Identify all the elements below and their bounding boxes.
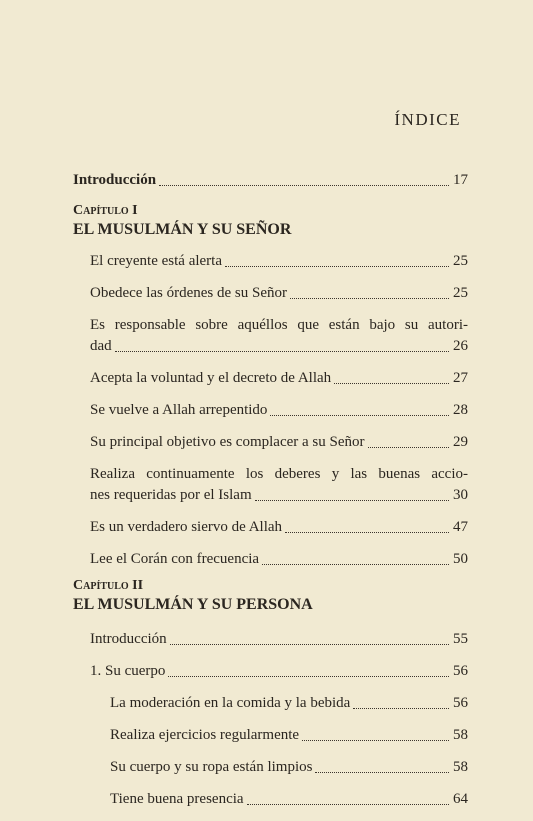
dot-leader bbox=[368, 447, 449, 448]
toc-entry-label: La moderación en la comida y la bebida bbox=[110, 695, 351, 711]
dot-leader bbox=[302, 740, 449, 741]
dot-leader bbox=[225, 266, 449, 267]
toc-page-number: 64 bbox=[453, 791, 468, 807]
dot-leader bbox=[262, 564, 449, 565]
toc-page-number: 27 bbox=[453, 370, 468, 386]
toc-page-number: 25 bbox=[453, 285, 468, 301]
dot-leader bbox=[170, 644, 449, 645]
toc-page-number: 58 bbox=[453, 759, 468, 775]
toc-entry-label-line1: Realiza continuamente los deberes y las buenas accio- bbox=[90, 466, 468, 482]
toc-entry-label: Su principal objetivo es complacer a su Señor bbox=[90, 434, 365, 450]
dot-leader bbox=[270, 415, 449, 416]
dot-leader bbox=[168, 676, 449, 677]
toc-entry-introduction bbox=[73, 170, 468, 191]
toc-entry-label: Introducción bbox=[73, 172, 157, 188]
dot-leader bbox=[290, 298, 449, 299]
toc-entry-label: Se vuelve a Allah arrepentido bbox=[90, 402, 268, 418]
toc-page-number: 56 bbox=[453, 695, 468, 711]
toc-entry-label: Realiza ejercicios regularmente bbox=[110, 727, 300, 743]
toc-entry-label-line1: Es responsable sobre aquéllos que están bajo su autori- bbox=[90, 317, 468, 333]
toc-page-number: 50 bbox=[453, 551, 468, 567]
toc-entry-label: Introducción bbox=[90, 631, 167, 647]
chapter-title: EL MUSULMÁN Y SU PERSONA bbox=[73, 596, 313, 613]
toc-entry bbox=[90, 549, 468, 570]
dot-leader bbox=[159, 185, 449, 186]
toc-entry bbox=[90, 517, 468, 538]
toc-entry bbox=[90, 661, 468, 682]
toc-entry bbox=[90, 283, 468, 304]
toc-entry-label: Tiene buena presencia bbox=[110, 791, 244, 807]
toc-page-number: 58 bbox=[453, 727, 468, 743]
toc-entry-label: 1. Su cuerpo bbox=[90, 663, 166, 679]
dot-leader bbox=[285, 532, 449, 533]
toc-entry bbox=[90, 432, 468, 453]
toc-entry-line2 bbox=[90, 485, 468, 506]
chapter-label: Capítulo I bbox=[73, 203, 138, 218]
toc-entry-label: dad bbox=[90, 338, 112, 354]
toc-page-number: 26 bbox=[453, 338, 468, 354]
toc-page-number: 17 bbox=[453, 172, 468, 188]
page-title: ÍNDICE bbox=[394, 110, 461, 129]
dot-leader bbox=[334, 383, 449, 384]
toc-entry bbox=[90, 629, 468, 650]
toc-page-number: 30 bbox=[453, 487, 468, 503]
toc-entry-label: Obedece las órdenes de su Señor bbox=[90, 285, 288, 301]
toc-entry bbox=[90, 251, 468, 272]
toc-page-number: 47 bbox=[453, 519, 468, 535]
toc-entry-label: Lee el Corán con frecuencia bbox=[90, 551, 260, 567]
toc-entry-label: Su cuerpo y su ropa están limpios bbox=[110, 759, 313, 775]
toc-entry-multiline bbox=[90, 315, 468, 357]
toc-entry-label: nes requeridas por el Islam bbox=[90, 487, 252, 503]
dot-leader bbox=[353, 708, 449, 709]
table-of-contents bbox=[73, 170, 468, 821]
chapter-title: EL MUSULMÁN Y SU SEÑOR bbox=[73, 221, 292, 238]
toc-entry-label: El creyente está alerta bbox=[90, 253, 222, 269]
toc-sub-entry bbox=[110, 725, 468, 746]
toc-entry-multiline bbox=[90, 464, 468, 506]
dot-leader bbox=[315, 772, 449, 773]
toc-sub-entry bbox=[110, 789, 468, 810]
toc-page-number: 28 bbox=[453, 402, 468, 418]
toc-entry-line2 bbox=[90, 336, 468, 357]
toc-entry bbox=[90, 368, 468, 389]
toc-page-number: 56 bbox=[453, 663, 468, 679]
toc-entry-label: Acepta la voluntad y el decreto de Allah bbox=[90, 370, 332, 386]
toc-page-number: 55 bbox=[453, 631, 468, 647]
chapter-label: Capítulo II bbox=[73, 578, 144, 593]
toc-entry bbox=[90, 400, 468, 421]
toc-sub-entry bbox=[110, 693, 468, 714]
dot-leader bbox=[255, 500, 449, 501]
toc-entry-label: Es un verdadero siervo de Allah bbox=[90, 519, 283, 535]
toc-page-number: 29 bbox=[453, 434, 468, 450]
dot-leader bbox=[115, 351, 449, 352]
toc-page-number: 25 bbox=[453, 253, 468, 269]
dot-leader bbox=[247, 804, 449, 805]
